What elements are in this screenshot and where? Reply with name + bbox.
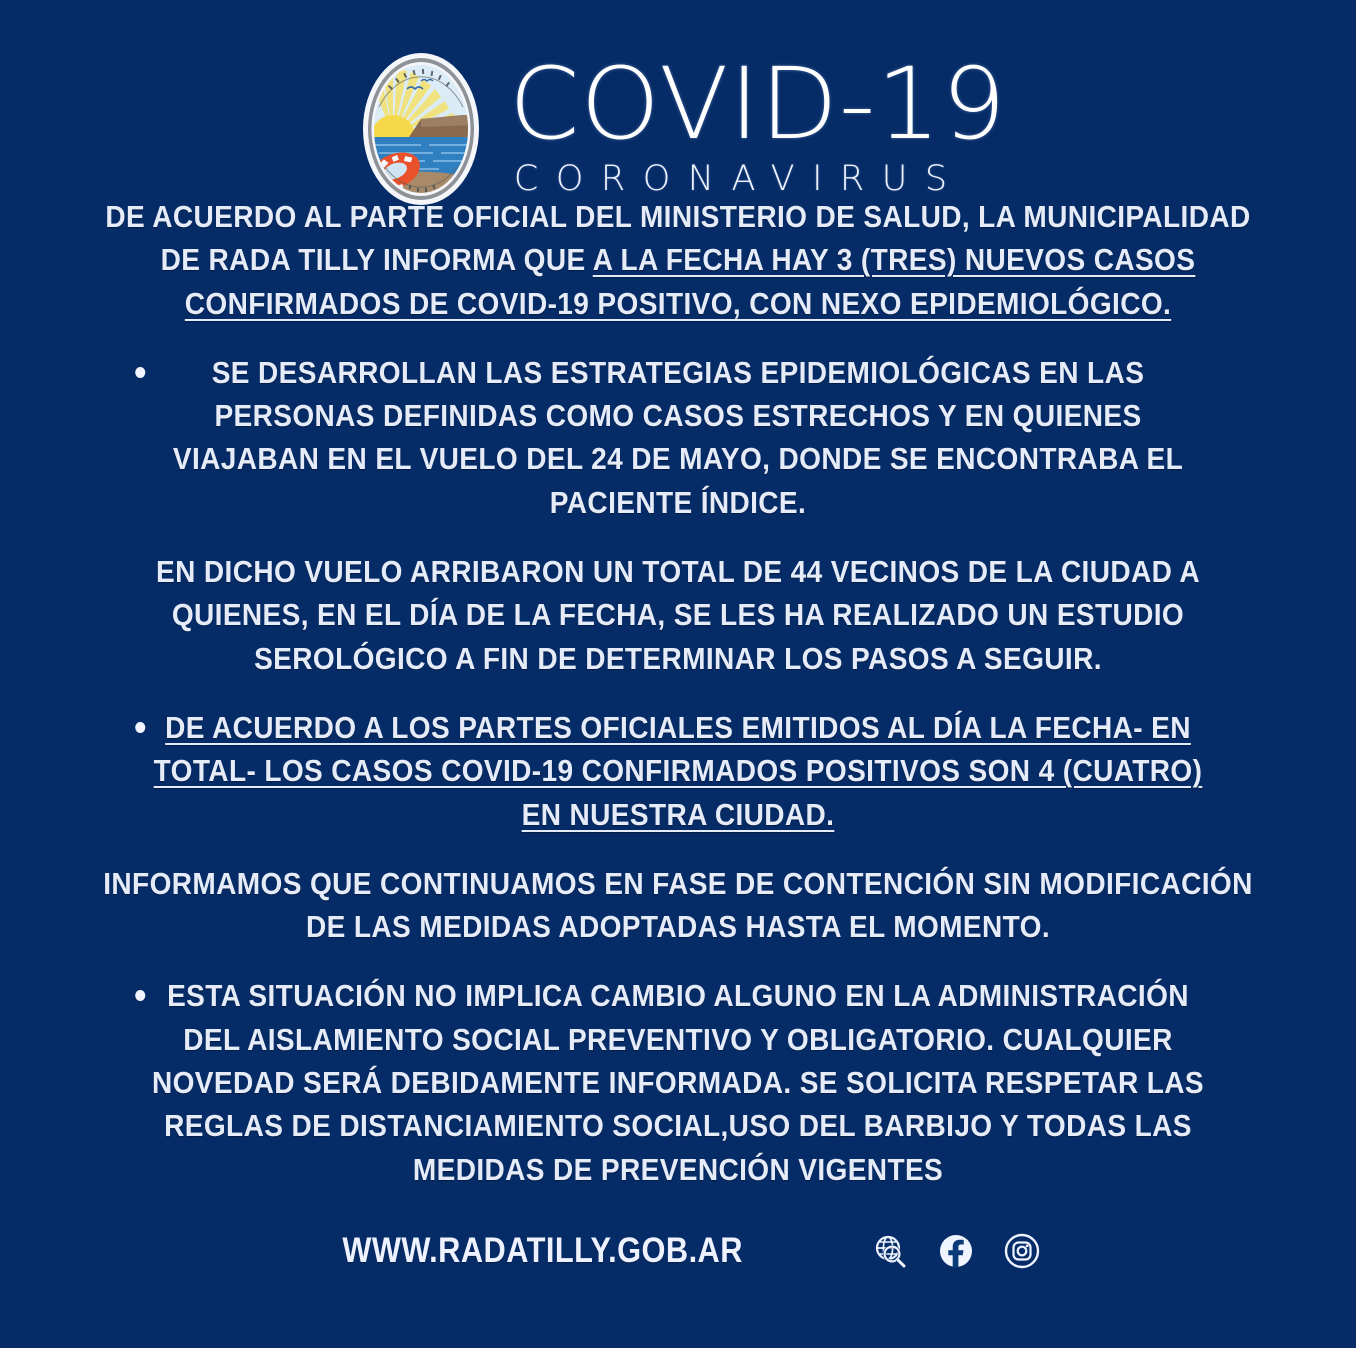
paragraph-total-confirmed-cases: [100, 707, 1256, 837]
bullet-icon: [135, 367, 145, 378]
facebook-icon[interactable]: [937, 1232, 975, 1270]
social-links: [871, 1232, 1041, 1270]
paragraph-text: ESTA SITUACIÓN NO IMPLICA CAMBIO ALGUNO EN LA ADMINISTRACIÓN DEL AISLAMIENTO SOCIAL PREVENTIVO Y OBLIGATORIO. CUALQUIER NOVEDAD SERÁ DEBIDAMENTE INFORMADA. SE SOLICITA RESPETAR LAS REGLAS DE DISTANCIAMIENTO SOCIAL,USO DEL BARBIJO Y TODAS LAS MEDIDAS DE PREVENCIÓN VIGENTES: [151, 979, 1205, 1187]
paragraph-containment-phase: [100, 863, 1256, 950]
paragraph-epidemiological-strategies: [100, 352, 1256, 525]
poster-title: COVID-19: [508, 46, 1007, 162]
covid-wordmark: [508, 46, 1007, 201]
paragraph-underlined-text: A LA FECHA HAY 3 (TRES) NUEVOS CASOS CONFIRMADOS DE COVID-19 POSITIVO, CON NEXO EPIDEMIOLÓGICO.: [184, 243, 1196, 321]
bullet-icon: [135, 722, 145, 733]
paragraph-official-report: [100, 196, 1256, 326]
paragraph-text: DE ACUERDO AL PARTE OFICIAL DEL MINISTERIO DE SALUD, LA MUNICIPALIDAD DE RADA TILLY INFORMA QUE: [105, 200, 1251, 278]
announcement-body: [0, 196, 1356, 1192]
globe-search-icon[interactable]: [871, 1232, 909, 1270]
website-url[interactable]: WWW.RADATILLY.GOB.AR: [342, 1230, 744, 1270]
paragraph-underlined-text: DE ACUERDO A LOS PARTES OFICIALES EMITIDOS AL DÍA LA FECHA- EN TOTAL- LOS CASOS COVID-19 CONFIRMADOS POSITIVOS SON 4 (CUATRO) EN NUESTRA CIUDAD.: [153, 710, 1203, 832]
paragraph-text: INFORMAMOS QUE CONTINUAMOS EN FASE DE CONTENCIÓN SIN MODIFICACIÓN DE LAS MEDIDAS ADOPTADAS HASTA EL MOMENTO.: [103, 866, 1253, 945]
poster-footer: [0, 1214, 1356, 1288]
paragraph-flight-arrivals: [100, 551, 1256, 681]
rada-tilly-municipal-crest-icon: [359, 45, 483, 213]
poster-subtitle: CORONAVIRUS: [513, 159, 965, 200]
paragraph-text: EN DICHO VUELO ARRIBARON UN TOTAL DE 44 VECINOS DE LA CIUDAD A QUIENES, EN EL DÍA DE LA FECHA, SE LES HA REALIZADO UN ESTUDIO SEROLÓGICO A FIN DE DETERMINAR LOS PASOS A SEGUIR.: [156, 555, 1200, 676]
paragraph-isolation-unchanged: [100, 975, 1256, 1191]
paragraph-text: SE DESARROLLAN LAS ESTRATEGIAS EPIDEMIOLÓGICAS EN LAS PERSONAS DEFINIDAS COMO CASOS ESTRECHOS Y EN QUIENES VIAJABAN EN EL VUELO DEL 24 DE MAYO, DONDE SE ENCONTRABA EL PACIENTE ÍNDICE.: [172, 355, 1184, 520]
instagram-icon[interactable]: [1003, 1232, 1041, 1270]
poster-header: [0, 0, 1356, 200]
bullet-icon: [135, 990, 145, 1001]
